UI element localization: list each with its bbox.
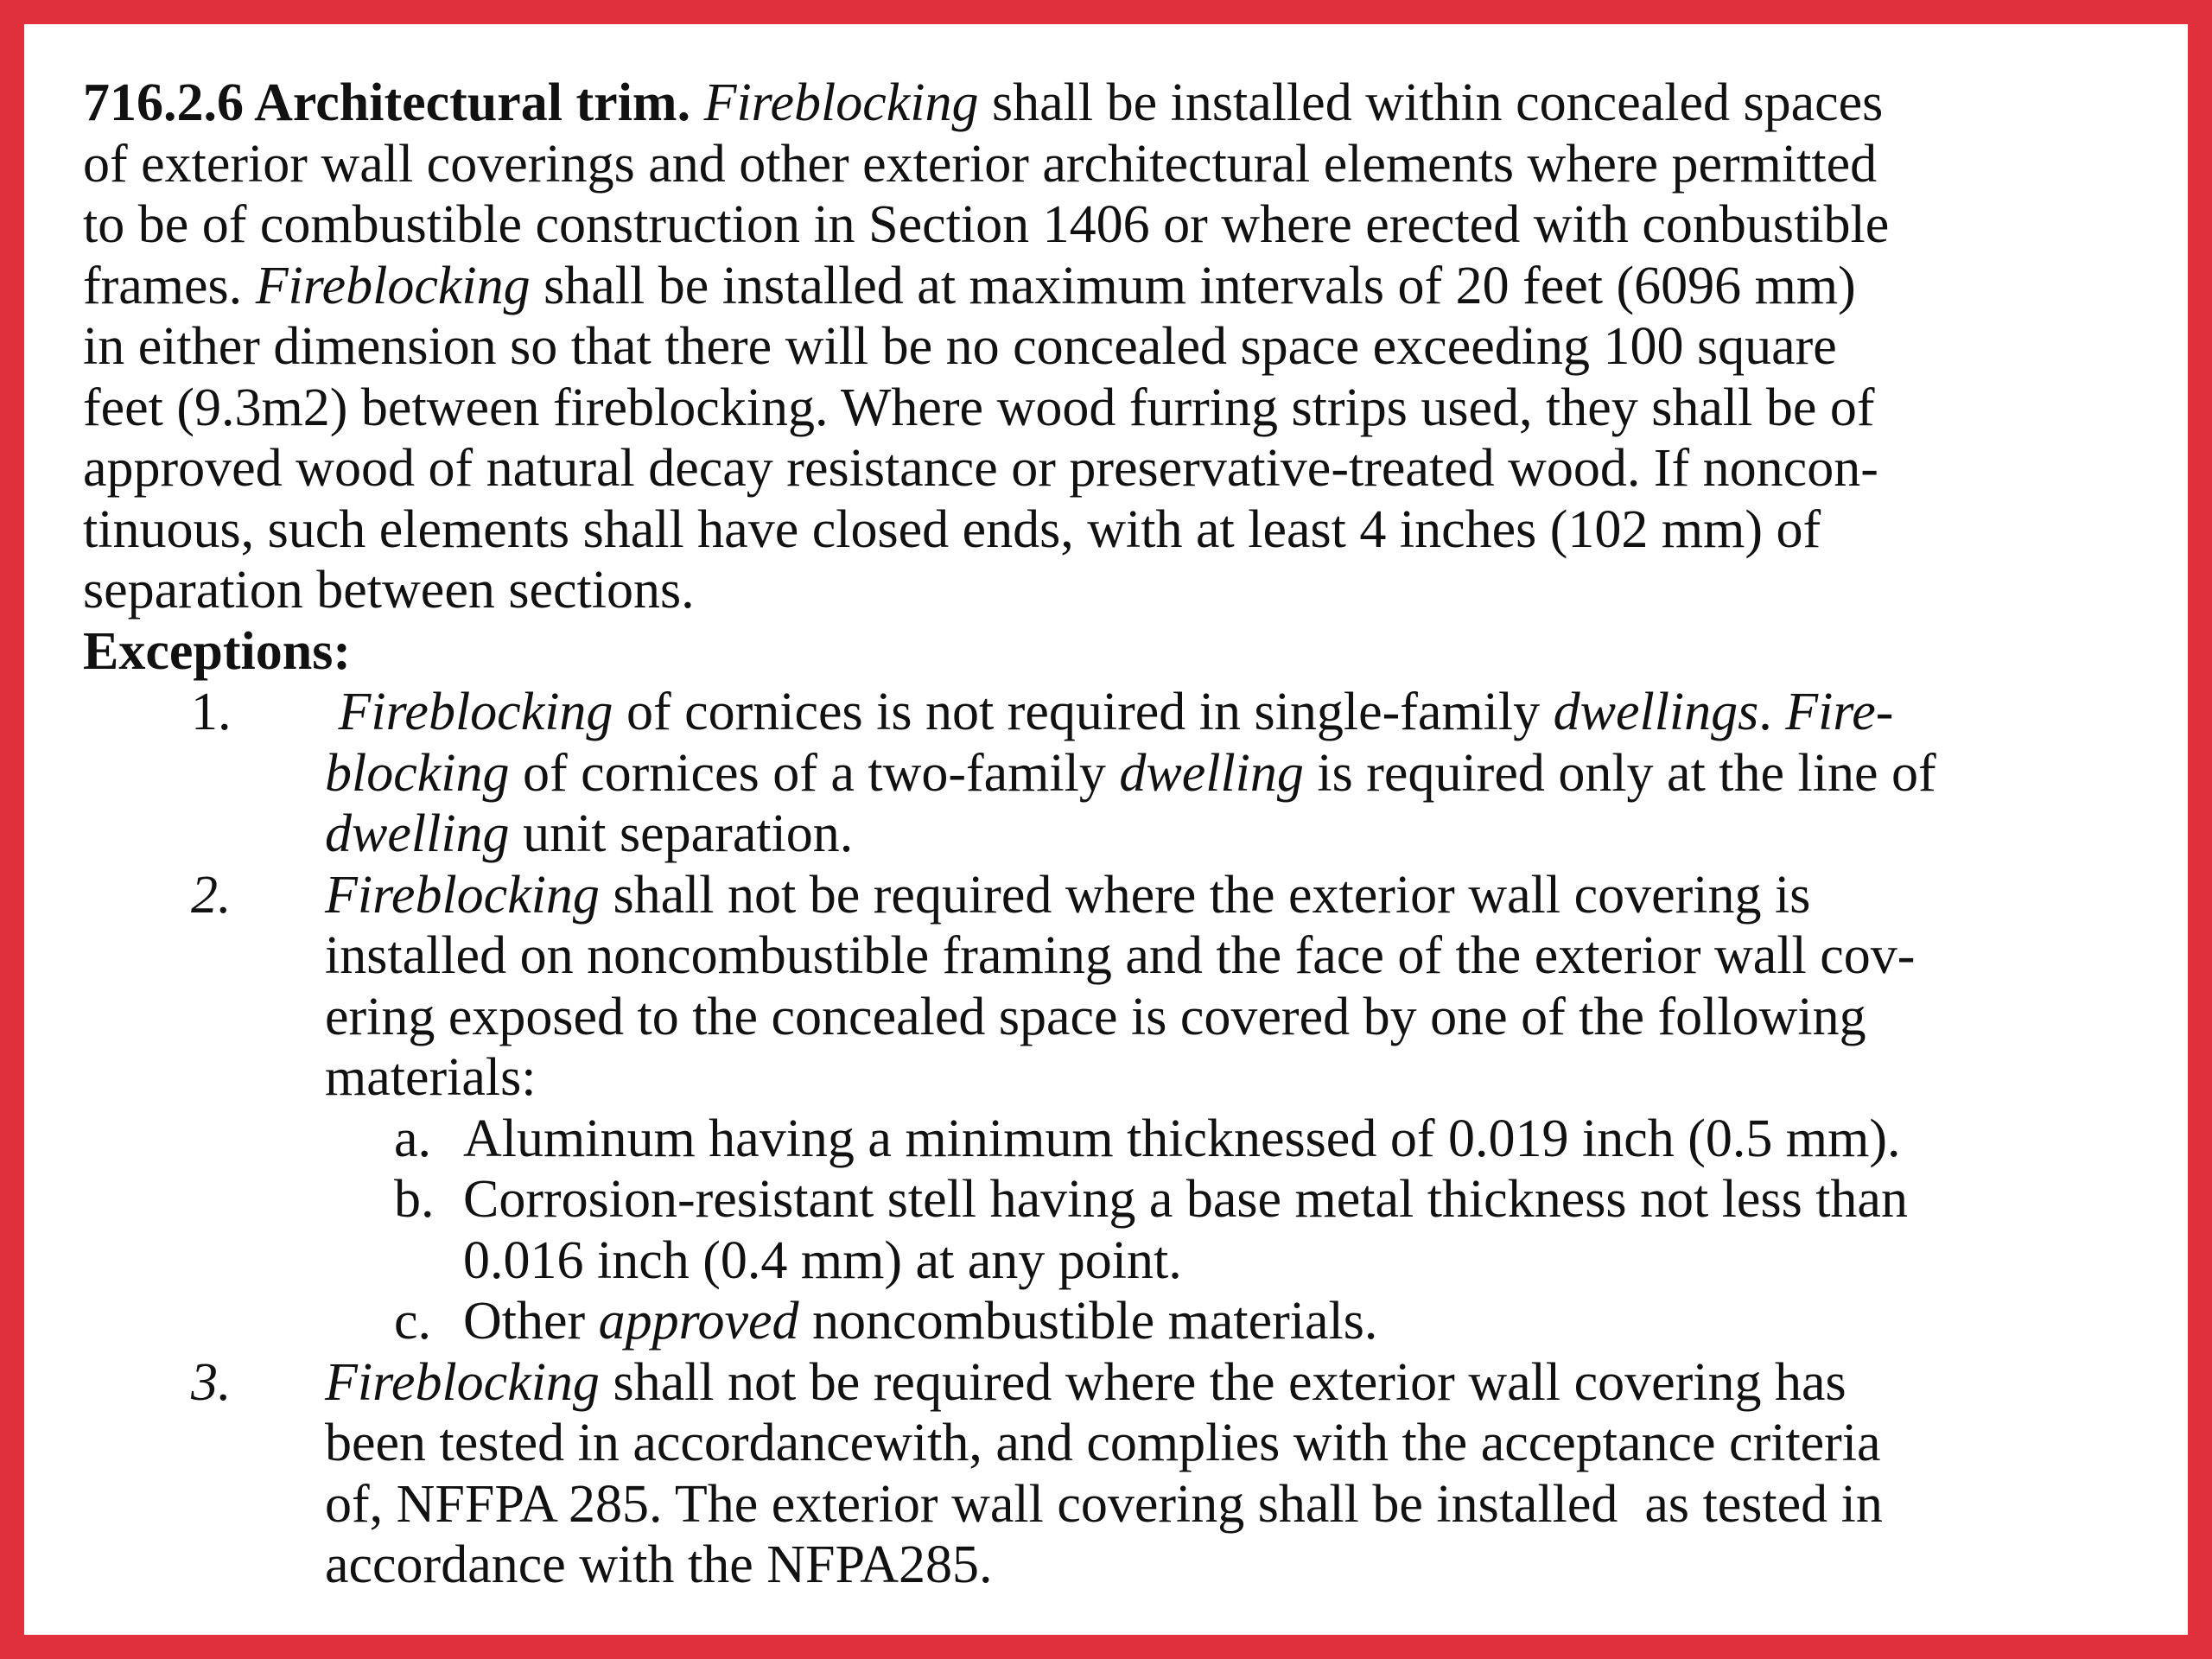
text-run: Fireblocking: [325, 865, 600, 925]
text-run: Fireblocking: [255, 256, 531, 315]
exception-line-1: [325, 682, 2191, 743]
exception-number: 2.: [191, 865, 232, 925]
exception-line-1: [325, 865, 2191, 926]
text-run: Fireblocking: [338, 683, 613, 741]
section-line-7: [83, 438, 2157, 499]
exception-line-3: [325, 804, 2191, 865]
section-line-1: [83, 73, 2157, 134]
material-line-1: [463, 1109, 2191, 1170]
text-run: unit separation.: [509, 804, 854, 863]
exception-line-2: [325, 1413, 2191, 1474]
exception-text: [325, 865, 2191, 1109]
text-run: blocking: [325, 743, 510, 803]
exception-line-1: [325, 1352, 2191, 1414]
material-option: [83, 1169, 2191, 1291]
text-run: of cornices is not required in single-family: [613, 683, 1554, 741]
text-run: Corrosion-resistant stell having a base metal thickness not less than: [463, 1170, 1908, 1229]
text-run: dwellings: [1553, 683, 1759, 741]
text-run: tinuous, such elements shall have closed ends, with at least 4 inches (102 mm) of: [83, 499, 1821, 559]
exceptions-heading: Exceptions:: [83, 621, 351, 681]
material-text: [463, 1109, 2191, 1170]
text-run: .: [1758, 683, 1786, 741]
exception-item-1: [83, 682, 2191, 865]
document-body: [83, 73, 2191, 1596]
text-run: accordance with the NFPA285.: [325, 1535, 993, 1594]
text-run: 716.2.6 Architectural trim.: [83, 73, 691, 132]
text-run: been tested in accordancewith, and complies with the acceptance criteria: [325, 1414, 1881, 1472]
material-text: [463, 1169, 2191, 1291]
exception-line-3: [325, 987, 2191, 1048]
text-run: frames.: [83, 256, 256, 315]
text-run: of, NFFPA 285. The exterior wall covering shall be installed as tested in: [325, 1474, 1883, 1534]
exception-number: 3.: [191, 1352, 232, 1412]
text-run: dwelling: [1119, 743, 1304, 803]
text-run: to be of combustible construction in Section 1406 or where erected with conbustible: [83, 195, 1890, 254]
section-line-5: [83, 316, 2157, 378]
exception-line-3: [325, 1474, 2191, 1535]
text-run: 0.016 inch (0.4 mm) at any point.: [463, 1230, 1182, 1290]
material-option: [83, 1109, 2191, 1170]
material-option: [83, 1291, 2191, 1352]
text-run: approved wood of natural decay resistance or preservative-treated wood. If noncon-: [83, 439, 1878, 498]
material-line-2: [463, 1230, 2191, 1292]
section-line-2: [83, 134, 2157, 195]
exception-line-4: [325, 1535, 2191, 1596]
text-run: Fireblocking: [703, 73, 979, 132]
exception-text: [325, 682, 2191, 865]
section-line-9: [83, 560, 2157, 621]
text-run: ering exposed to the concealed space is covered by one of the following: [325, 987, 1866, 1046]
section-line-8: [83, 499, 2157, 561]
text-run: shall be installed at maximum intervals of 20 feet (6096 mm): [530, 256, 1856, 315]
exception-item-2: [83, 865, 2191, 1109]
material-text: [463, 1291, 2191, 1352]
text-run: Other: [463, 1292, 599, 1351]
material-letter: c.: [394, 1292, 432, 1351]
exceptions-list: [83, 682, 2191, 1596]
text-run: is required only at the line of: [1303, 743, 1936, 803]
exception-number: 1.: [191, 683, 232, 741]
material-letter: b.: [394, 1170, 435, 1229]
exception-item-3: [83, 1352, 2191, 1596]
text-run: in either dimension so that there will be no concealed space exceeding 100 square: [83, 317, 1837, 376]
material-line-1: [463, 1291, 2191, 1352]
section-716-2-6-paragraph: [83, 73, 2157, 621]
text-run: shall not be required where the exterior wall covering is: [599, 865, 1811, 925]
material-letter: a.: [394, 1109, 432, 1168]
text-run: approved: [598, 1292, 799, 1351]
text-run: dwelling: [325, 804, 510, 863]
text-run: shall not be required where the exterior wall covering has: [599, 1352, 1847, 1412]
exception-line-4: [325, 1047, 2191, 1109]
section-line-6: [83, 378, 2157, 439]
text-run: materials:: [325, 1048, 537, 1107]
exception-line-2: [325, 925, 2191, 987]
text-run: [325, 683, 339, 741]
exception-line-2: [325, 743, 2191, 804]
section-line-4: [83, 256, 2157, 317]
text-run: noncombustible materials.: [798, 1292, 1378, 1351]
text-run: of cornices of a two-family: [509, 743, 1120, 803]
text-run: feet (9.3m2) between fireblocking. Where wood furring strips used, they shall be of: [83, 378, 1875, 437]
text-run: shall be installed within concealed spaces: [978, 73, 1884, 132]
exception-text: [325, 1352, 2191, 1596]
text-run: separation between sections.: [83, 561, 695, 620]
material-line-1: [463, 1169, 2191, 1230]
text-run: of exterior wall coverings and other exterior architectural elements where permitted: [83, 134, 1878, 194]
text-run: Aluminum having a minimum thicknessed of 0.019 inch (0.5 mm).: [463, 1109, 1901, 1168]
text-run: [690, 73, 704, 132]
text-run: Fire-: [1785, 683, 1894, 741]
text-run: Fireblocking: [325, 1352, 600, 1412]
text-run: installed on noncombustible framing and the face of the exterior wall cov-: [325, 926, 1916, 985]
section-line-3: [83, 194, 2157, 256]
